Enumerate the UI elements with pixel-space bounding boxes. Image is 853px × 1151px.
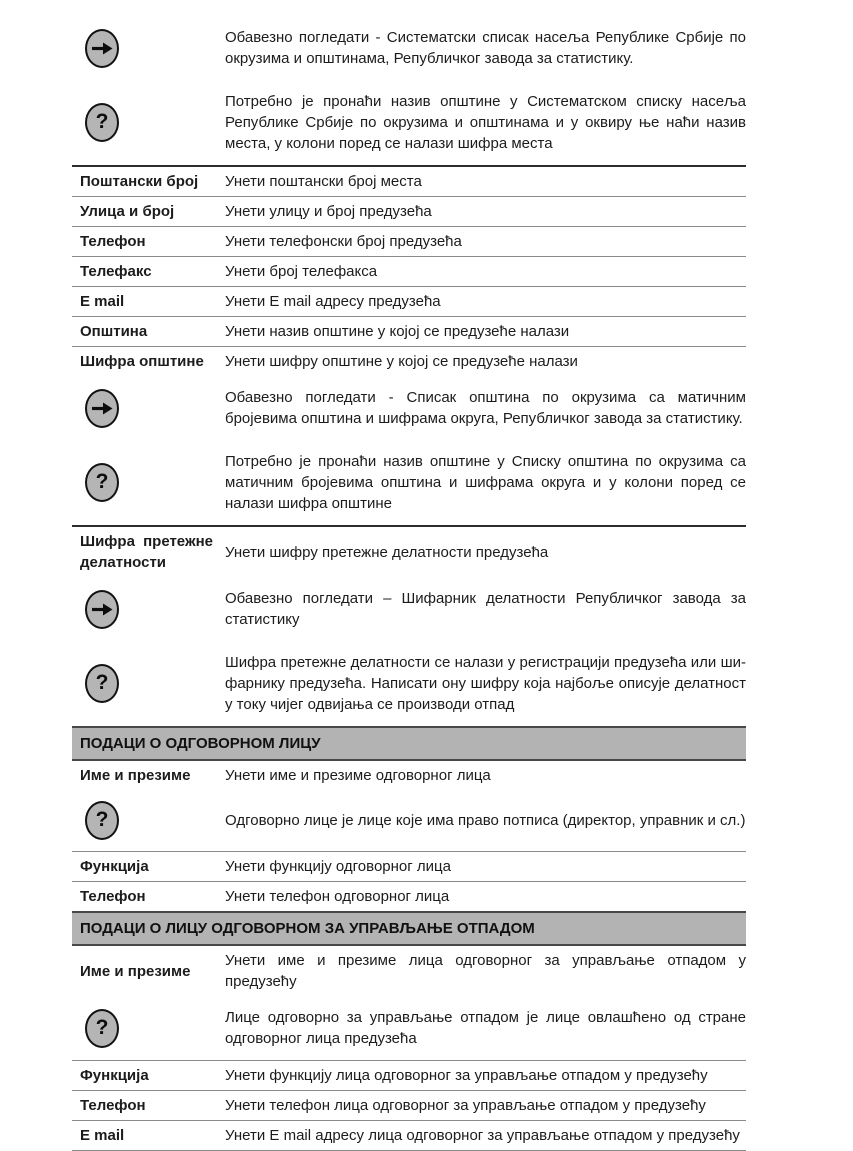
field-row bbox=[72, 851, 746, 881]
arrow-right-icon bbox=[85, 29, 119, 68]
field-description: Унети функцију лица одговорног за управљање отпадом у предузећу bbox=[225, 1067, 708, 1084]
field-description: Унети телефонски број предузећа bbox=[225, 233, 462, 250]
field-label: Телефакс bbox=[80, 263, 152, 280]
field-label: Име и презиме bbox=[80, 767, 191, 784]
field-label: Општина bbox=[80, 323, 148, 340]
note-text: Обавезно погледати – Шифарник делатности Републичког завода за статистику bbox=[225, 590, 746, 628]
field-label: Улица и број bbox=[80, 203, 175, 220]
field-label: Телефон bbox=[80, 888, 146, 905]
note-text: Обавезно погледати - Систематски списак насеља Републике Србије по окрузима и општинама, Републичког завода за статистику. bbox=[225, 29, 746, 67]
section-title: ПОДАЦИ О ОДГОВОРНОМ ЛИЦУ bbox=[80, 735, 321, 752]
field-description: Унети улицу и број предузећа bbox=[225, 203, 432, 220]
question-icon bbox=[85, 463, 119, 502]
field-description: Унети број телефакса bbox=[225, 263, 378, 280]
field-row bbox=[72, 1060, 746, 1090]
field-row bbox=[72, 346, 746, 376]
field-description: Унети поштански број места bbox=[225, 173, 422, 190]
field-description: Унети телефон одговорног лица bbox=[225, 888, 450, 905]
note-icon-cell bbox=[72, 801, 225, 840]
note-text: Потребно је пронаћи назив општине у Списку општина по окрузима са матичним бројевима општина и шифрама округа и у колони поред се налази шифра општине bbox=[225, 453, 746, 512]
field-label: Функција bbox=[80, 1067, 149, 1084]
field-label: Шифра општине bbox=[80, 353, 204, 370]
field-row bbox=[72, 196, 746, 226]
question-glyph: ? bbox=[95, 1015, 109, 1039]
note-text: Потребно је пронаћи назив општине у Систематском списку насеља Републике Србије по окрузима и општинама и у оквиру ње наћи назив места, у колони поред се налази шифра места bbox=[225, 93, 746, 152]
note-row bbox=[72, 996, 746, 1060]
field-row bbox=[72, 1090, 746, 1120]
section-header bbox=[72, 911, 746, 946]
note-icon-cell bbox=[72, 103, 225, 142]
note-row bbox=[72, 440, 746, 525]
question-icon bbox=[85, 801, 119, 840]
arrow-right-icon bbox=[85, 590, 119, 629]
note-row bbox=[72, 376, 746, 440]
field-description: Унети функцију одговорног лица bbox=[225, 858, 451, 875]
field-description: Унети E mail адресу лица одговорног за управљање отпадом у предузећу bbox=[225, 1127, 740, 1144]
question-glyph: ? bbox=[95, 808, 109, 831]
field-label: E mail bbox=[80, 293, 125, 310]
note-row bbox=[72, 641, 746, 726]
question-icon bbox=[85, 103, 119, 142]
question-glyph: ? bbox=[95, 671, 109, 694]
note-row bbox=[72, 80, 746, 165]
note-row bbox=[72, 577, 746, 641]
note-text: Шифра претежне делатности се налази у регистрацији предузећа или ши-фарнику предузећа. Написати ону шифру која најбоље описује делатност у току чијег одвијања се производи отпад bbox=[225, 654, 746, 713]
note-icon-cell bbox=[72, 389, 225, 428]
field-row bbox=[72, 761, 746, 790]
note-icon-cell bbox=[72, 664, 225, 703]
field-row bbox=[72, 316, 746, 346]
field-label: Телефон bbox=[80, 233, 146, 250]
field-row bbox=[72, 256, 746, 286]
field-description: Унети телефон лица одговорног за управљање отпадом у предузећу bbox=[225, 1097, 706, 1114]
field-label: Функција bbox=[80, 858, 149, 875]
field-row bbox=[72, 1120, 746, 1151]
question-glyph: ? bbox=[95, 470, 109, 493]
note-text: Обавезно погледати - Списак општина по окрузима са матичним бројевима општина и шифрама округа, Републичког завода за статистику. bbox=[225, 389, 746, 427]
field-row bbox=[72, 286, 746, 316]
field-row bbox=[72, 881, 746, 911]
field-description: Унети E mail адресу предузећа bbox=[225, 293, 441, 310]
field-label: Име и презиме bbox=[80, 962, 191, 980]
field-label: Шифра претежне делатности bbox=[80, 533, 213, 571]
field-description: Унети шифру претежне делатности предузећа bbox=[225, 543, 549, 561]
document-page bbox=[0, 16, 853, 1144]
field-label: Поштански број bbox=[80, 173, 199, 190]
note-icon-cell bbox=[72, 590, 225, 629]
field-label: E mail bbox=[80, 1127, 125, 1144]
field-row bbox=[72, 946, 746, 996]
field-row bbox=[72, 165, 746, 196]
note-row bbox=[72, 790, 746, 851]
arrow-right-icon bbox=[85, 389, 119, 428]
note-icon-cell bbox=[72, 29, 225, 68]
note-icon-cell bbox=[72, 463, 225, 502]
note-icon-cell bbox=[72, 1009, 225, 1048]
field-row bbox=[72, 525, 746, 577]
instructions-table bbox=[72, 16, 746, 1151]
note-text: Лице одговорно за управљање отпадом је лице овлашћено од стране одговорног лица предузећа bbox=[225, 1009, 746, 1047]
question-glyph: ? bbox=[95, 110, 109, 133]
field-row bbox=[72, 226, 746, 256]
field-label: Телефон bbox=[80, 1097, 146, 1114]
field-description: Унети име и презиме лица одговорног за управљање отпадом у предузећу bbox=[225, 952, 746, 990]
note-row bbox=[72, 16, 746, 80]
section-title: ПОДАЦИ О ЛИЦУ ОДГОВОРНОМ ЗА УПРАВЉАЊЕ ОТПАДОМ bbox=[80, 920, 535, 937]
field-description: Унети назив општине у којој се предузеће налази bbox=[225, 323, 570, 340]
question-icon bbox=[85, 1009, 119, 1048]
field-description: Унети шифру општине у којој се предузеће налази bbox=[225, 353, 578, 370]
section-header bbox=[72, 726, 746, 761]
note-text: Одговорно лице је лице које има право потписа (директор, управник и сл.) bbox=[225, 812, 746, 829]
question-icon bbox=[85, 664, 119, 703]
field-description: Унети име и презиме одговорног лица bbox=[225, 767, 491, 784]
